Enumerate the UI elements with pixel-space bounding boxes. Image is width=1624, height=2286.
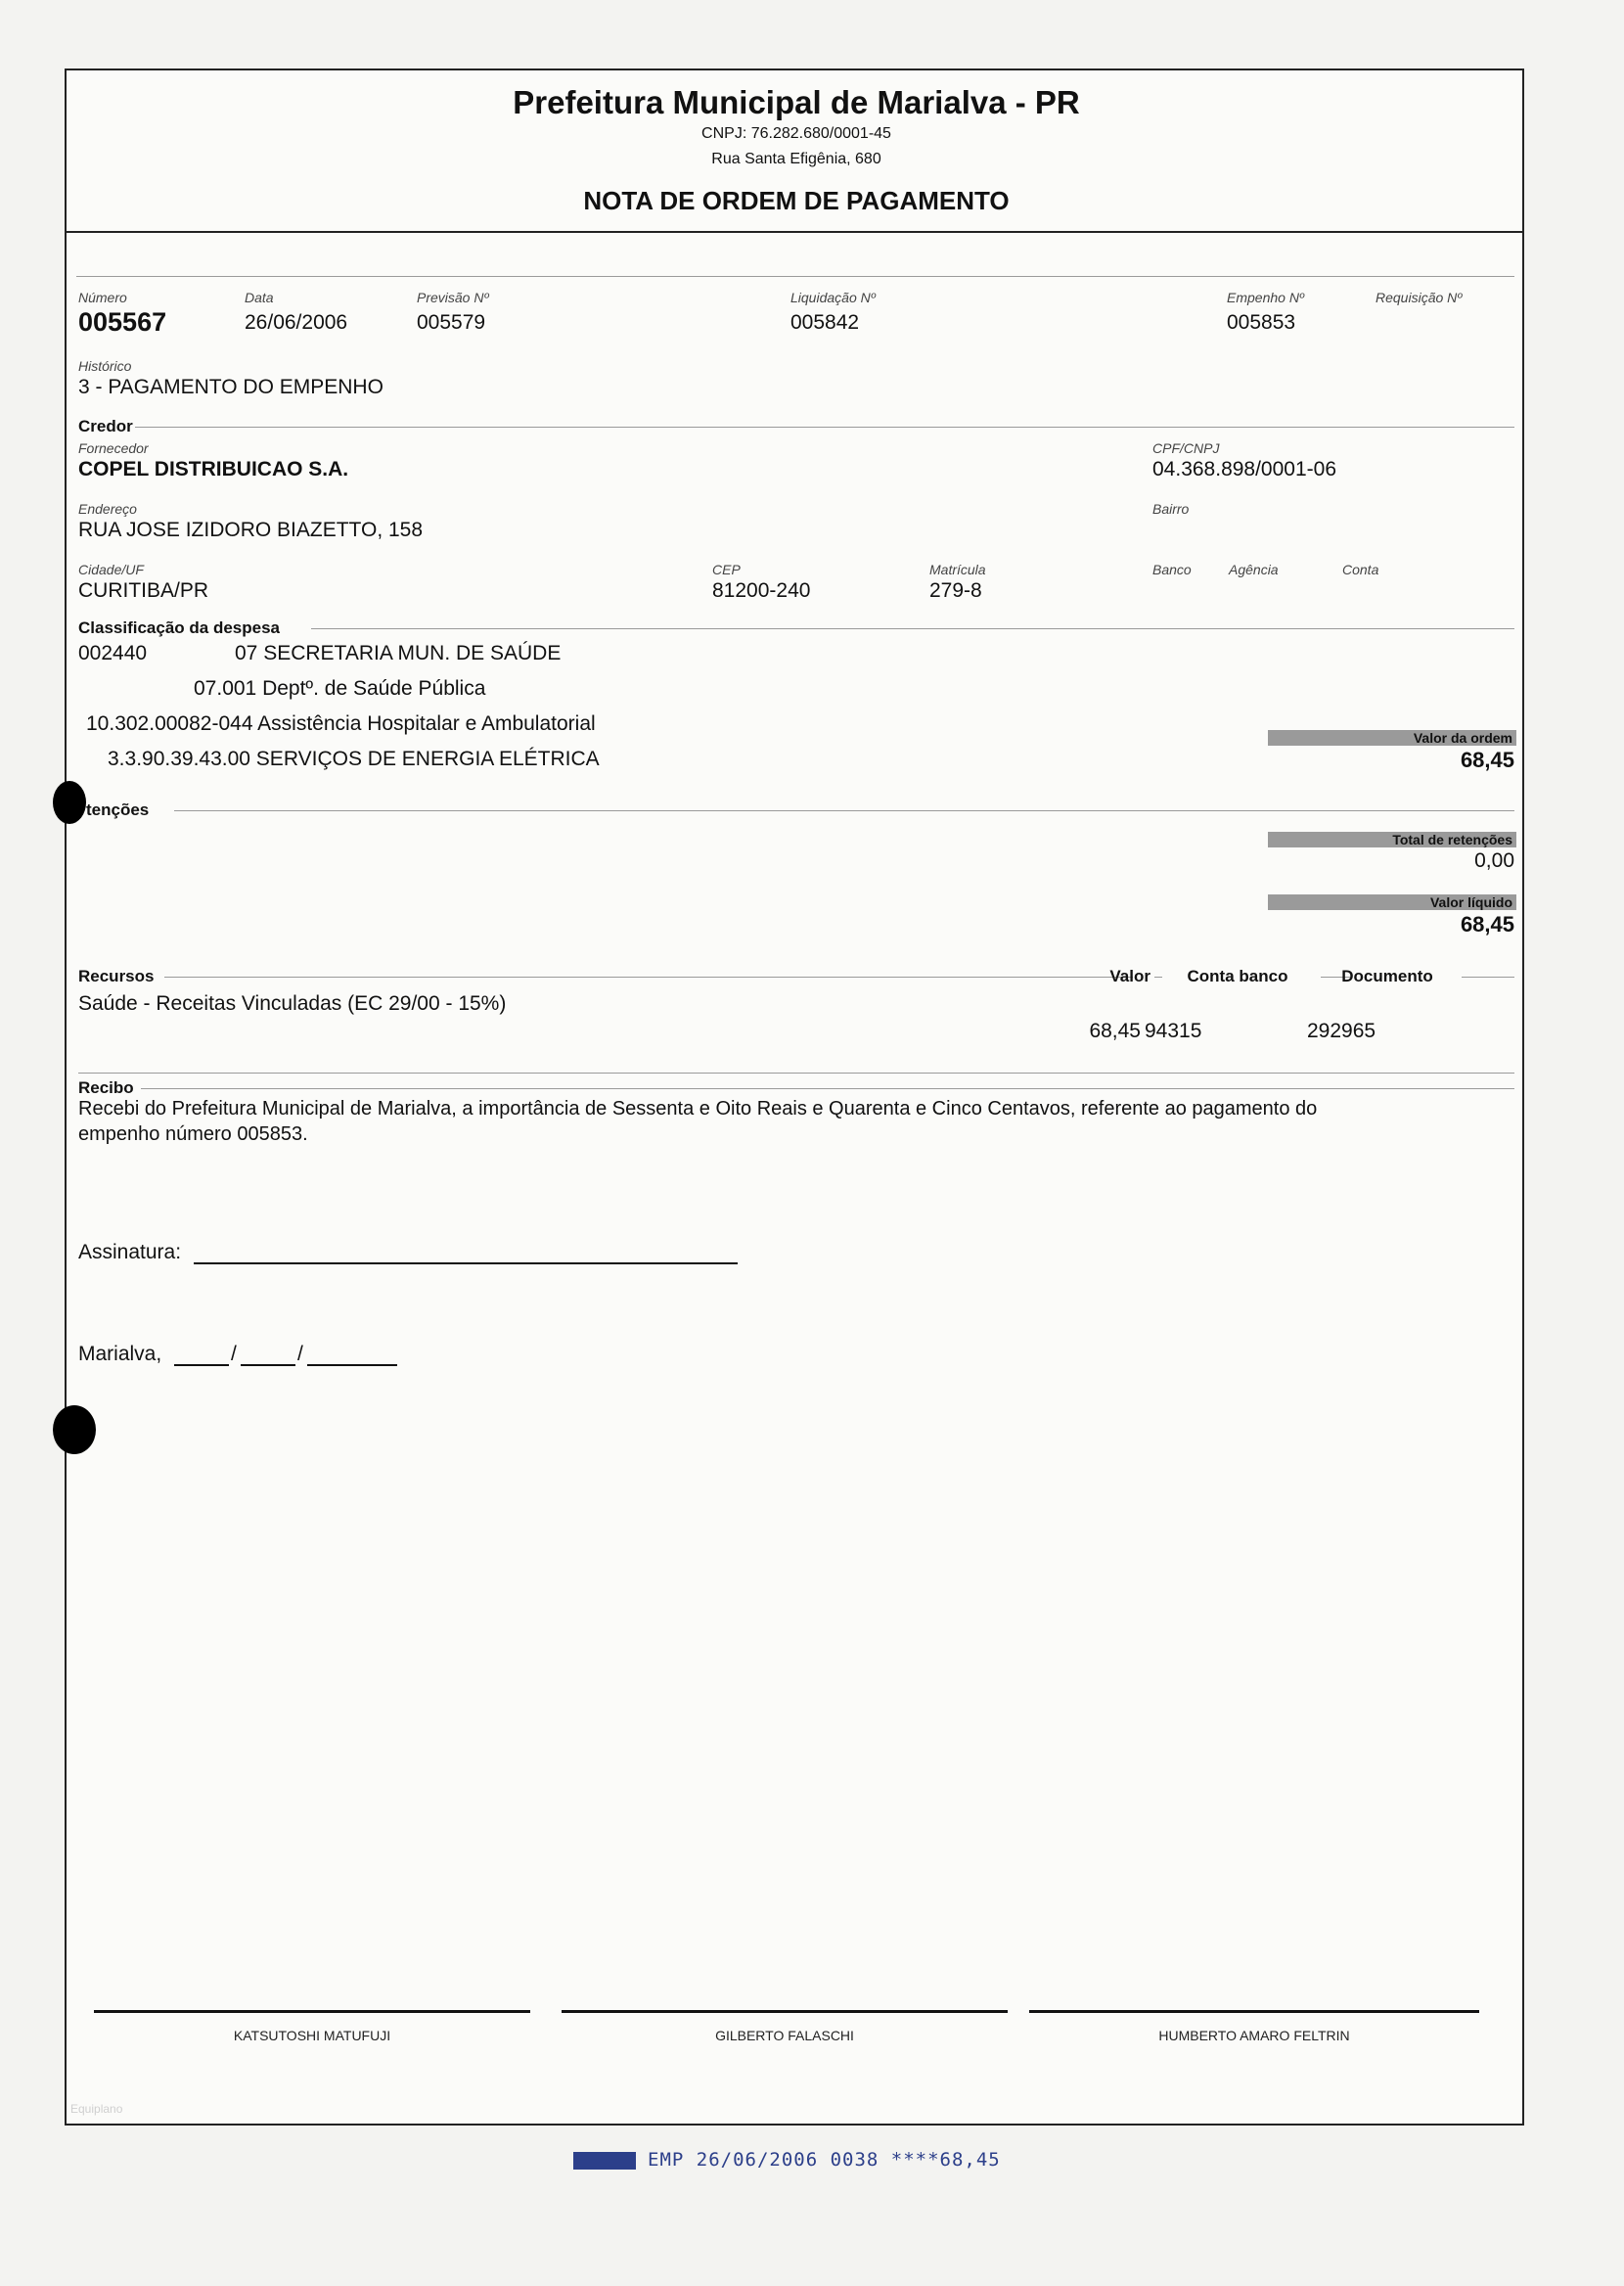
total-retencoes-label: Total de retenções	[1268, 832, 1516, 847]
document-title: NOTA DE ORDEM DE PAGAMENTO	[583, 186, 1010, 215]
cep-label: CEP	[712, 562, 741, 577]
cidade-label: Cidade/UF	[78, 562, 144, 577]
recursos-descricao: Saúde - Receitas Vinculadas (EC 29/00 - 15%)	[78, 992, 507, 1015]
recursos-section: Recursos	[78, 967, 155, 985]
page-title: Prefeitura Municipal de Marialva - PR	[513, 84, 1080, 120]
recursos-valor: 68,45	[1089, 1020, 1141, 1042]
recibo-text-line2: empenho número 005853.	[78, 1123, 308, 1145]
local-label: Marialva,	[78, 1343, 162, 1365]
liquidacao-value: 005842	[790, 311, 860, 334]
signature-name-1: KATSUTOSHI MATUFUJI	[233, 2028, 391, 2043]
cpf-label: CPF/CNPJ	[1152, 440, 1220, 456]
signature-name-3: HUMBERTO AMARO FELTRIN	[1158, 2028, 1350, 2043]
recursos-valor-label: Valor	[1109, 967, 1150, 985]
recibo-divider-top	[78, 1073, 1514, 1074]
header-cnpj: CNPJ: 76.282.680/0001-45	[701, 125, 891, 142]
software-brand: Equiplano	[70, 2102, 123, 2116]
classificacao-divider	[311, 628, 1514, 629]
header-address: Rua Santa Efigênia, 680	[711, 151, 881, 167]
data-value: 26/06/2006	[245, 311, 348, 334]
header-divider	[67, 231, 1524, 233]
recursos-conta-banco: 94315	[1145, 1020, 1202, 1042]
valor-liquido-value: 68,45	[1460, 912, 1514, 937]
matricula-value: 279-8	[929, 579, 982, 602]
empenho-value: 005853	[1227, 311, 1296, 334]
recursos-divider-end	[1462, 977, 1514, 978]
date-year-line	[307, 1364, 397, 1366]
recursos-documento-label: Documento	[1341, 967, 1433, 985]
historico-label: Histórico	[78, 358, 132, 374]
endereco-value: RUA JOSE IZIDORO BIAZETTO, 158	[78, 519, 424, 541]
classificacao-line3: 10.302.00082-044 Assistência Hospitalar e Ambulatorial	[86, 712, 596, 735]
date-slash-2: /	[297, 1343, 303, 1365]
cidade-value: CURITIBA/PR	[78, 579, 209, 602]
assinatura-label: Assinatura:	[78, 1241, 182, 1263]
date-month-line	[241, 1364, 295, 1366]
recibo-text-line1: Recebi do Prefeitura Municipal de Marialva, a importância de Sessenta e Oito Reais e Quarenta e Cinco Centavos, referente ao pagamento do	[78, 1098, 1318, 1120]
conta-label: Conta	[1342, 562, 1379, 577]
classificacao-line2: 07.001 Deptº. de Saúde Pública	[194, 677, 486, 700]
bairro-label: Bairro	[1152, 501, 1190, 517]
punch-hole-bottom	[53, 1405, 96, 1454]
stamp-logo-icon	[573, 2152, 636, 2170]
recursos-documento: 292965	[1307, 1020, 1376, 1042]
historico-value: 3 - PAGAMENTO DO EMPENHO	[78, 376, 383, 398]
top-divider	[76, 276, 1514, 277]
credor-section: Credor	[78, 417, 133, 435]
data-label: Data	[245, 290, 274, 305]
matricula-label: Matrícula	[929, 562, 986, 577]
retencoes-section: tenções	[86, 800, 150, 819]
recursos-conta-label: Conta banco	[1187, 967, 1288, 985]
classificacao-line4: 3.3.90.39.43.00 SERVIÇOS DE ENERGIA ELÉTRICA	[108, 748, 600, 770]
recibo-section: Recibo	[78, 1078, 134, 1097]
retencoes-divider	[174, 810, 1514, 811]
cep-value: 81200-240	[712, 579, 811, 602]
requisicao-label: Requisição Nº	[1376, 290, 1463, 305]
date-day-line	[174, 1364, 229, 1366]
signature-line-2	[562, 2010, 1008, 2013]
signature-name-2: GILBERTO FALASCHI	[715, 2028, 854, 2043]
assinatura-line	[194, 1262, 738, 1264]
valor-ordem-value: 68,45	[1460, 748, 1514, 772]
signature-line-3	[1029, 2010, 1479, 2013]
endereco-label: Endereço	[78, 501, 137, 517]
fornecedor-label: Fornecedor	[78, 440, 149, 456]
payment-order-document	[65, 69, 1524, 2126]
bank-stamp	[573, 2149, 1001, 2171]
numero-label: Número	[78, 290, 127, 305]
numero-value: 005567	[78, 307, 167, 337]
empenho-label: Empenho Nº	[1227, 290, 1305, 305]
agencia-label: Agência	[1229, 562, 1279, 577]
previsao-label: Previsão Nº	[417, 290, 489, 305]
classificacao-line1: 07 SECRETARIA MUN. DE SAÚDE	[235, 642, 562, 664]
classificacao-code: 002440	[78, 642, 148, 664]
credor-divider	[135, 427, 1514, 428]
liquidacao-label: Liquidação Nº	[790, 290, 876, 305]
total-retencoes-value: 0,00	[1474, 849, 1514, 872]
recibo-divider	[141, 1088, 1514, 1089]
cpf-value: 04.368.898/0001-06	[1152, 458, 1337, 480]
valor-liquido-label: Valor líquido	[1268, 894, 1516, 910]
recursos-divider-left	[164, 977, 1133, 978]
signature-line-1	[94, 2010, 530, 2013]
punch-hole-top	[53, 781, 86, 824]
fornecedor-value: COPEL DISTRIBUICAO S.A.	[78, 458, 349, 480]
stamp-text: EMP 26/06/2006 0038 ****68,45	[648, 2149, 1001, 2171]
classificacao-section: Classificação da despesa	[78, 618, 281, 637]
previsao-value: 005579	[417, 311, 486, 334]
banco-label: Banco	[1152, 562, 1192, 577]
valor-ordem-label: Valor da ordem	[1268, 730, 1516, 746]
date-slash-1: /	[231, 1343, 237, 1365]
